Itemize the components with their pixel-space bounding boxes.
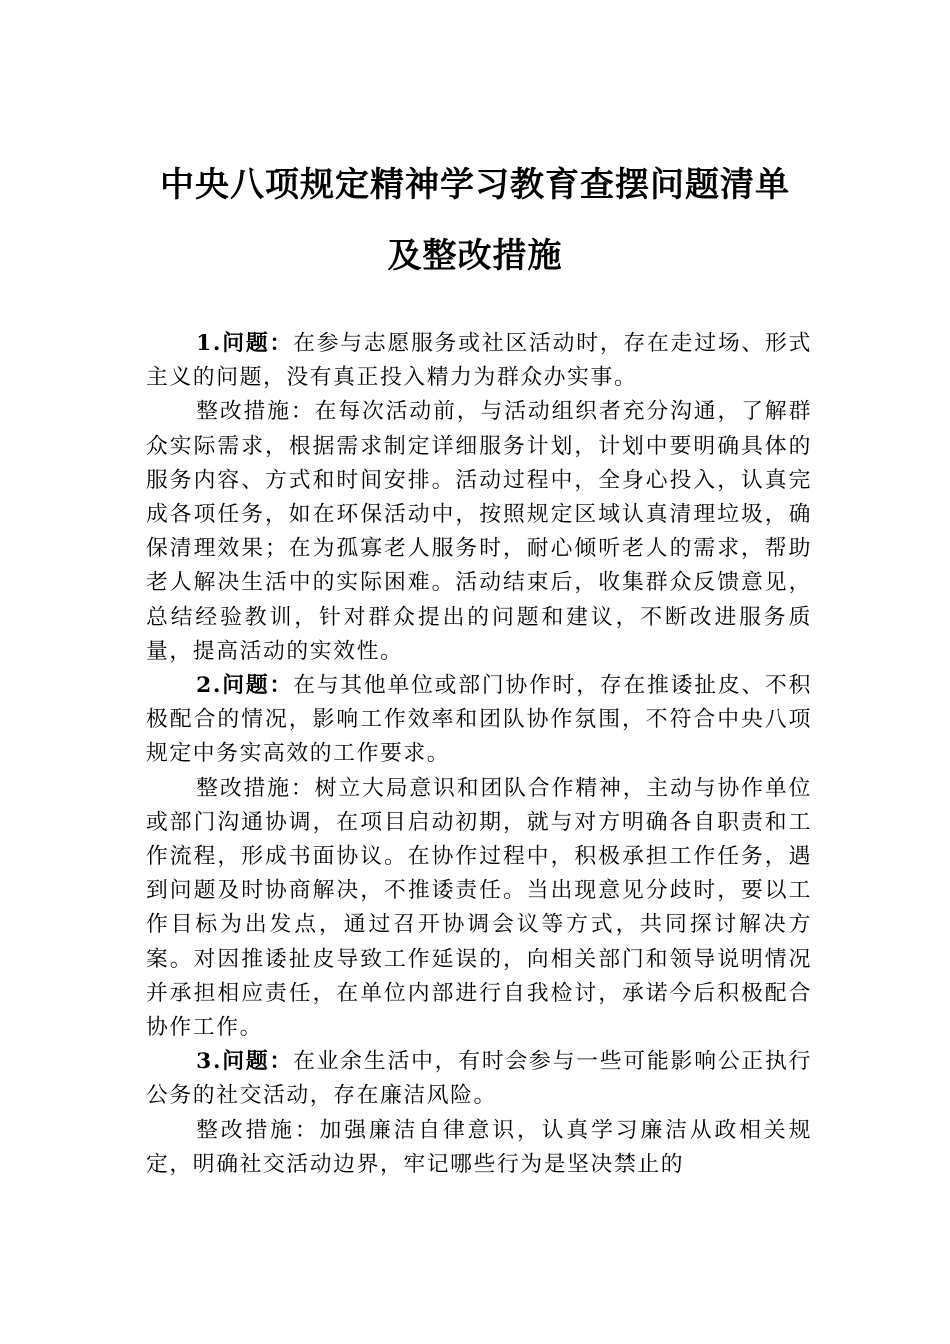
document-body — [146, 327, 812, 1182]
item-3-measure: 整改措施：加强廉洁自律意识，认真学习廉洁从政相关规定，明确社交活动边界，牢记哪些行为是坚决禁止的 — [146, 1117, 812, 1177]
item-2-label: 问题： — [222, 673, 294, 699]
item-3-label: 问题： — [222, 1049, 294, 1075]
item-2-number: 2. — [196, 673, 223, 699]
item-2-problem-text: 在与其他单位或部门协作时，存在推诿扯皮、不积极配合的情况，影响工作效率和团队协作氛围，不符合中央八项规定中务实高效的工作要求。 — [146, 673, 812, 767]
item-1-label: 问题： — [222, 331, 294, 356]
item-1-problem-text: 在参与志愿服务或社区活动时，存在走过场、形式主义的问题，没有真正投入精力为群众办实事。 — [146, 331, 812, 391]
item-1-measure: 整改措施：在每次活动前，与活动组织者充分沟通，了解群众实际需求，根据需求制定详细服务计划，计划中要明确具体的服务内容、方式和时间安排。活动过程中，全身心投入，认真完成各项任务，如在环保活动中，按照规定区域认真清理垃圾，确保清理效果；在为孤寡老人服务时，耐心倾听老人的需求，帮助老人解决生活中的实际困难。活动结束后，收集群众反馈意见，总结经验教训，针对群众提出的问题和建议，不断改进服务质量，提高活动的实效性。 — [146, 399, 812, 664]
item-1-number: 1. — [196, 331, 223, 356]
item-2-measure: 整改措施：树立大局意识和团队合作精神，主动与协作单位或部门沟通协调，在项目启动初期，就与对方明确各自职责和工作流程，形成书面协议。在协作过程中，积极承担工作任务，遇到问题及时协商解决，不推诿责任。当出现意见分歧时，要以工作目标为出发点，通过召开协调会议等方式，共同探讨解决方案。对因推诿扯皮导致工作延误的，向相关部门和领导说明情况并承担相应责任，在单位内部进行自我检讨，承诺今后积极配合协作工作。 — [146, 775, 812, 1041]
item-2-problem — [146, 669, 812, 772]
item-1-problem — [146, 327, 812, 395]
item-3-number: 3. — [196, 1049, 223, 1075]
item-3-problem — [146, 1045, 812, 1113]
document-title-line-1: 中央八项规定精神学习教育查摆问题清单 — [160, 165, 790, 205]
document-title-line-2: 及整改措施 — [387, 236, 563, 276]
item-3-problem-text: 在业余生活中，有时会参与一些可能影响公正执行公务的社交活动，存在廉洁风险。 — [146, 1049, 812, 1109]
